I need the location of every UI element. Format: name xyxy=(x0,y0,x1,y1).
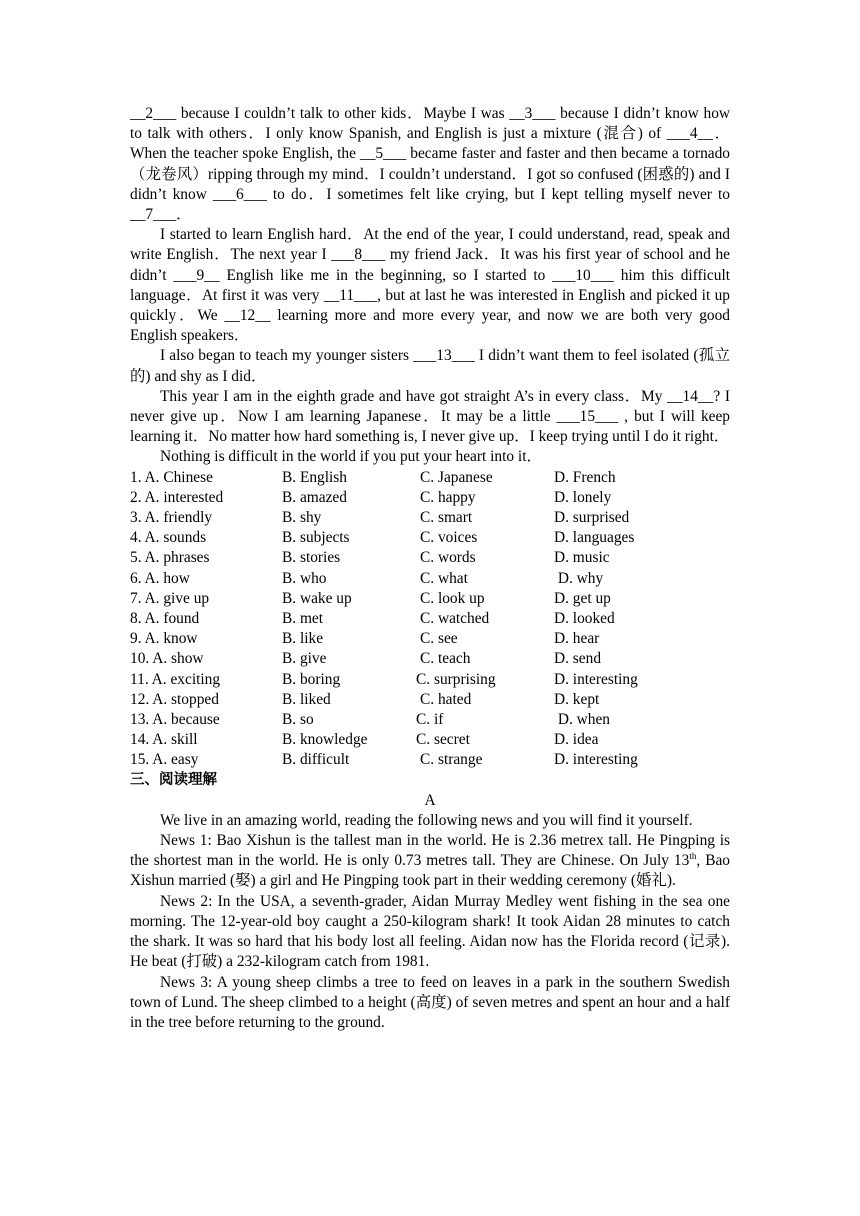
option-row-12 xyxy=(130,690,730,710)
reading-intro: We live in an amazing world, reading the following news and you will find it yourself. xyxy=(160,811,693,829)
option-d: D. when xyxy=(554,710,610,728)
option-b: B. who xyxy=(282,569,327,587)
option-b: B. knowledge xyxy=(282,731,368,749)
option-a: 7. A. give up xyxy=(130,589,210,607)
option-a: 1. A. Chinese xyxy=(130,468,213,486)
cloze-paragraph-4: This year I am in the eighth grade and have got straight A’s in every class．My __14__? I never give up．Now I am learning Japanese．It may be a little ___15___ , but I will keep learning it．No matter how hard something is, I never give up．I keep trying until I do it right． xyxy=(130,387,730,446)
option-c: C. if xyxy=(416,710,444,728)
option-row-10 xyxy=(130,649,730,669)
option-row-5 xyxy=(130,548,730,568)
option-b: B. wake up xyxy=(282,589,352,607)
option-c: C. happy xyxy=(420,488,476,506)
option-b: B. stories xyxy=(282,549,341,567)
option-c: C. strange xyxy=(420,751,483,769)
options-list xyxy=(130,468,730,771)
option-d: D. idea xyxy=(554,731,599,749)
option-d: D. interesting xyxy=(554,751,638,769)
option-a: 2. A. interested xyxy=(130,488,224,506)
option-b: B. difficult xyxy=(282,751,350,769)
option-a: 5. A. phrases xyxy=(130,549,210,567)
option-c: C. look up xyxy=(420,589,485,607)
option-b: B. like xyxy=(282,630,324,648)
option-b: B. liked xyxy=(282,690,331,708)
option-a: 6. A. how xyxy=(130,569,190,587)
cloze-paragraph-2: I started to learn English hard．At the end of the year, I could understand, read, speak and write English．The next year I ___8___ my friend Jack．It was his first year of school and he didn’t ___9__ English like me in the beginning, so I started to ___10___ him this difficult language．At first it was very __11___, but at last he was interested in English and picked it up quickly．We __12__ learning more and more every year, and now we are both very good English speakers． xyxy=(130,226,730,345)
option-d: D. surprised xyxy=(554,509,630,527)
option-row-2 xyxy=(130,488,730,508)
option-d: D. lonely xyxy=(554,488,612,506)
news-2: News 2: In the USA, a seventh-grader, Aidan Murray Medley went fishing in the sea one morning. The 12-year-old boy caught a 250-kilogram shark! It took Aidan 28 minutes to catch the shark. It was so hard that his body lost all feeling. Aidan now has the Florida record (记录). He beat (打破) a 232-kilogram catch from 1981. xyxy=(130,892,730,971)
option-c: C. teach xyxy=(420,650,471,668)
option-a: 11. A. exciting xyxy=(130,670,221,688)
option-b: B. subjects xyxy=(282,529,350,547)
option-b: B. boring xyxy=(282,670,341,688)
option-row-11 xyxy=(130,670,730,690)
option-b: B. so xyxy=(282,710,314,728)
option-b: B. English xyxy=(282,468,347,486)
option-d: D. music xyxy=(554,549,610,567)
option-d: D. looked xyxy=(554,609,615,627)
option-d: D. languages xyxy=(554,529,635,547)
option-c: C. secret xyxy=(416,731,470,749)
option-row-1 xyxy=(130,468,730,488)
option-b: B. shy xyxy=(282,509,322,527)
option-d: D. get up xyxy=(554,589,611,607)
option-a: 15. A. easy xyxy=(130,751,199,769)
option-a: 8. A. found xyxy=(130,609,200,627)
option-d: D. French xyxy=(554,468,616,486)
option-a: 14. A. skill xyxy=(130,731,198,749)
option-d: D. why xyxy=(554,569,604,587)
option-c: C. words xyxy=(420,549,476,567)
option-row-3 xyxy=(130,508,730,528)
option-c: C. Japanese xyxy=(420,468,493,486)
option-c: C. hated xyxy=(420,690,472,708)
option-b: B. met xyxy=(282,609,324,627)
option-a: 4. A. sounds xyxy=(130,529,207,547)
option-d: D. interesting xyxy=(554,670,638,688)
option-a: 9. A. know xyxy=(130,630,198,648)
option-c: C. smart xyxy=(420,509,473,527)
option-a: 10. A. show xyxy=(130,650,204,668)
news-1 xyxy=(130,831,730,892)
option-row-8 xyxy=(130,609,730,629)
option-b: B. give xyxy=(282,650,327,668)
option-row-6 xyxy=(130,569,730,589)
option-d: D. kept xyxy=(554,690,600,708)
option-row-7 xyxy=(130,589,730,609)
option-c: C. watched xyxy=(420,609,490,627)
option-c: C. what xyxy=(420,569,468,587)
option-b: B. amazed xyxy=(282,488,347,506)
option-a: 13. A. because xyxy=(130,710,220,728)
option-d: D. send xyxy=(554,650,602,668)
news-1-text-b: , Bao Xishun married (娶) a girl and He Pingping took part in their wedding ceremony (婚礼). xyxy=(130,852,730,890)
cloze-paragraph-1: __2___ because I couldn’t talk to other kids．Maybe I was __3___ because I didn’t know how to talk with others．I only know Spanish, and English is just a mixture (混合) of ___4__．When the teacher spoke English, the __5___ became faster and faster and then became a tornado（龙卷风）ripping through my mind．I couldn’t understand．I got so confused (困惑的) and I didn’t know ___6___ to do．I sometimes felt like crying, but I kept telling myself never to __7___． xyxy=(130,105,730,224)
option-c: C. voices xyxy=(420,529,478,547)
document-page xyxy=(130,104,730,1033)
reading-passage-label: A xyxy=(424,791,436,809)
option-c: C. surprising xyxy=(416,670,496,688)
news-3: News 3: A young sheep climbs a tree to feed on leaves in a park in the southern Swedish town of Lund. The sheep climbed to a height (高度) of seven metres and spent an hour and a half in the tree before returning to the ground. xyxy=(130,973,730,1031)
option-row-9 xyxy=(130,629,730,649)
option-a: 3. A. friendly xyxy=(130,509,213,527)
option-row-13 xyxy=(130,710,730,730)
news-1-text-a: News 1: Bao Xishun is the tallest man in the world. He is 2.36 metrex tall. He Pingping is the shortest man in the world. He is only 0.73 metres tall. They are Chinese. On July 13 xyxy=(130,832,730,870)
cloze-paragraph-5: Nothing is difficult in the world if you put your heart into it． xyxy=(160,448,542,466)
option-a: 12. A. stopped xyxy=(130,690,219,708)
cloze-paragraph-3: I also began to teach my younger sisters ___13___ I didn’t want them to feel isolated (孤立的) and shy as I did． xyxy=(130,347,730,385)
option-d: D. hear xyxy=(554,630,600,648)
option-row-4 xyxy=(130,528,730,548)
option-row-15 xyxy=(130,750,730,770)
option-c: C. see xyxy=(420,630,458,648)
news-1-superscript: th xyxy=(689,851,697,862)
option-row-14 xyxy=(130,730,730,750)
section-heading: 三、阅读理解 xyxy=(130,772,217,789)
